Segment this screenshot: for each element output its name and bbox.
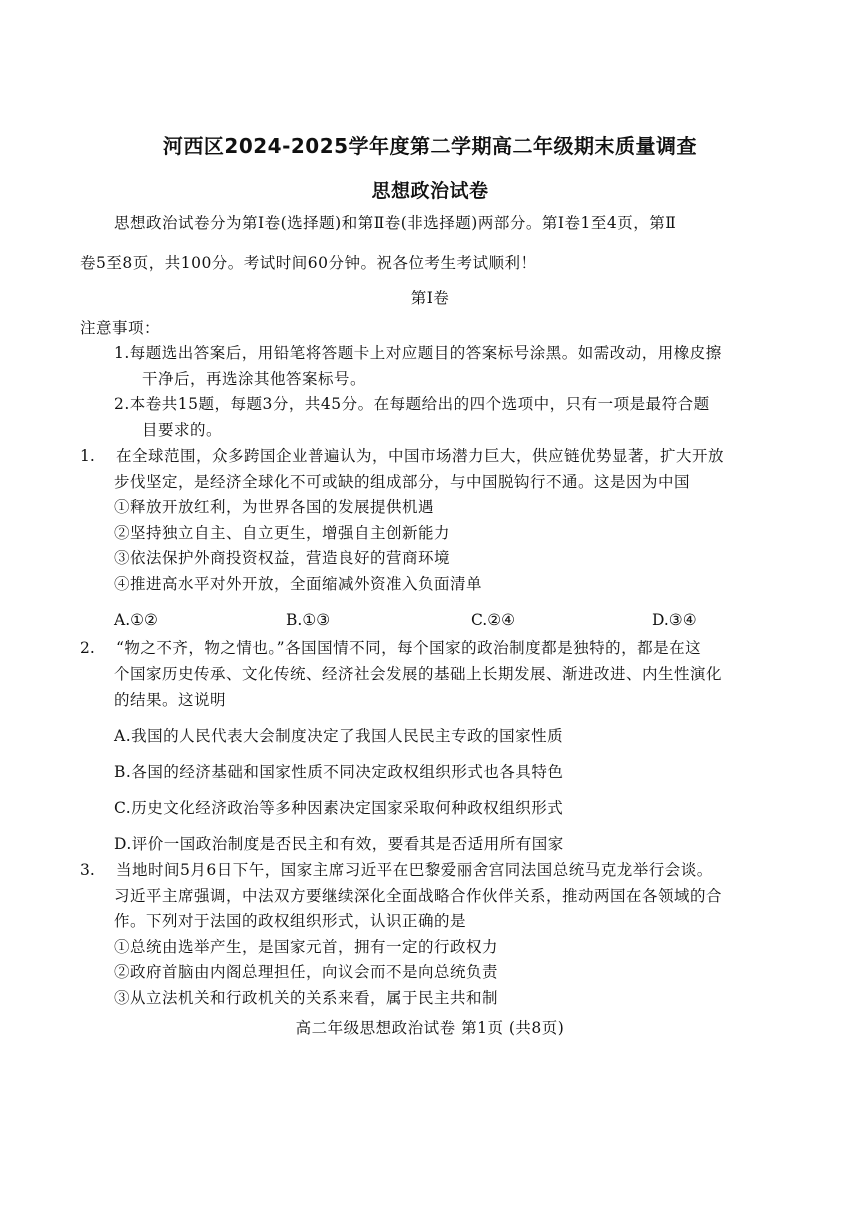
question-2-option-b: B.各国的经济基础和国家性质不同决定政权组织形式也各具特色 [114, 763, 564, 781]
question-2-stem-line-2: 个国家历史传承、文化传统、经济社会发展的基础上长期发展、渐进改进、内生性演化 [114, 665, 723, 683]
question-1-number: 1. [80, 447, 95, 465]
question-3-number: 3. [80, 861, 95, 879]
question-2-stem-line-3: 的结果。这说明 [114, 691, 227, 709]
section-title: 第Ⅰ卷 [410, 289, 450, 307]
question-1-option-d: D.③④ [652, 611, 697, 629]
intro-line-1: 思想政治试卷分为第Ⅰ卷(选择题)和第Ⅱ卷(非选择题)两部分。第Ⅰ卷1至4页，第Ⅱ [114, 214, 677, 232]
note-2-line-1: 2.本卷共15题，每题3分，共45分。在每题给出的四个选项中，只有一项是最符合题 [114, 395, 710, 413]
question-3-stem-line-1: 当地时间5月6日下午，国家主席习近平在巴黎爱丽舍宫同法国总统马克龙举行会谈。 [116, 861, 713, 879]
notes-heading: 注意事项： [80, 319, 161, 337]
exam-subject-title: 思想政治试卷 [371, 180, 489, 202]
question-1-statement-3: ③依法保护外商投资权益，营造良好的营商环境 [114, 549, 451, 567]
question-2-option-c: C.历史文化经济政治等多种因素决定国家采取何种政权组织形式 [114, 799, 564, 817]
question-3-statement-3: ③从立法机关和行政机关的关系来看，属于民主共和制 [114, 989, 499, 1007]
question-3-statement-1: ①总统由选举产生，是国家元首，拥有一定的行政权力 [114, 938, 499, 956]
question-1-stem-line-1: 在全球范围，众多跨国企业普遍认为，中国市场潜力巨大，供应链优势显著，扩大开放 [116, 447, 725, 465]
page-footer: 高二年级思想政治试卷 第1页 (共8页) [295, 1019, 565, 1037]
note-2-line-2: 目要求的。 [142, 421, 223, 439]
question-1-option-b: B.①③ [286, 611, 331, 629]
question-2-number: 2. [80, 639, 95, 657]
intro-line-2: 卷5至8页，共100分。考试时间60分钟。祝各位考生考试顺利！ [80, 254, 537, 272]
question-2-option-a: A.我国的人民代表大会制度决定了我国人民民主专政的国家性质 [114, 727, 564, 745]
question-1-option-a: A.①② [114, 611, 158, 629]
question-2-stem-line-1: “物之不齐，物之情也。”各国国情不同，每个国家的政治制度都是独特的，都是在这 [116, 639, 702, 657]
question-1-statement-4: ④推进高水平对外开放，全面缩减外资准入负面清单 [114, 575, 483, 593]
question-1-statement-1: ①释放开放红利，为世界各国的发展提供机遇 [114, 498, 435, 516]
exam-title: 河西区2024-2025学年度第二学期高二年级期末质量调查 [162, 134, 698, 158]
note-1-line-2: 干净后，再选涂其他答案标号。 [142, 370, 367, 388]
question-3-stem-line-2: 习近平主席强调，中法双方要继续深化全面战略合作伙伴关系，推动两国在各领域的合 [114, 887, 723, 905]
question-2-option-d: D.评价一国政治制度是否民主和有效，要看其是否适用所有国家 [114, 835, 564, 853]
question-1-stem-line-2: 步伐坚定，是经济全球化不可或缺的组成部分，与中国脱钩行不通。这是因为中国 [114, 473, 691, 491]
question-1-option-c: C.②④ [471, 611, 516, 629]
note-1-line-1: 1.每题选出答案后，用铅笔将答题卡上对应题目的答案标号涂黑。如需改动，用橡皮擦 [114, 344, 722, 362]
question-1-statement-2: ②坚持独立自主、自立更生，增强自主创新能力 [114, 524, 451, 542]
question-3-stem-line-3: 作。下列对于法国的政权组织形式，认识正确的是 [114, 912, 467, 930]
question-3-statement-2: ②政府首脑由内阁总理担任，向议会而不是向总统负责 [114, 963, 499, 981]
